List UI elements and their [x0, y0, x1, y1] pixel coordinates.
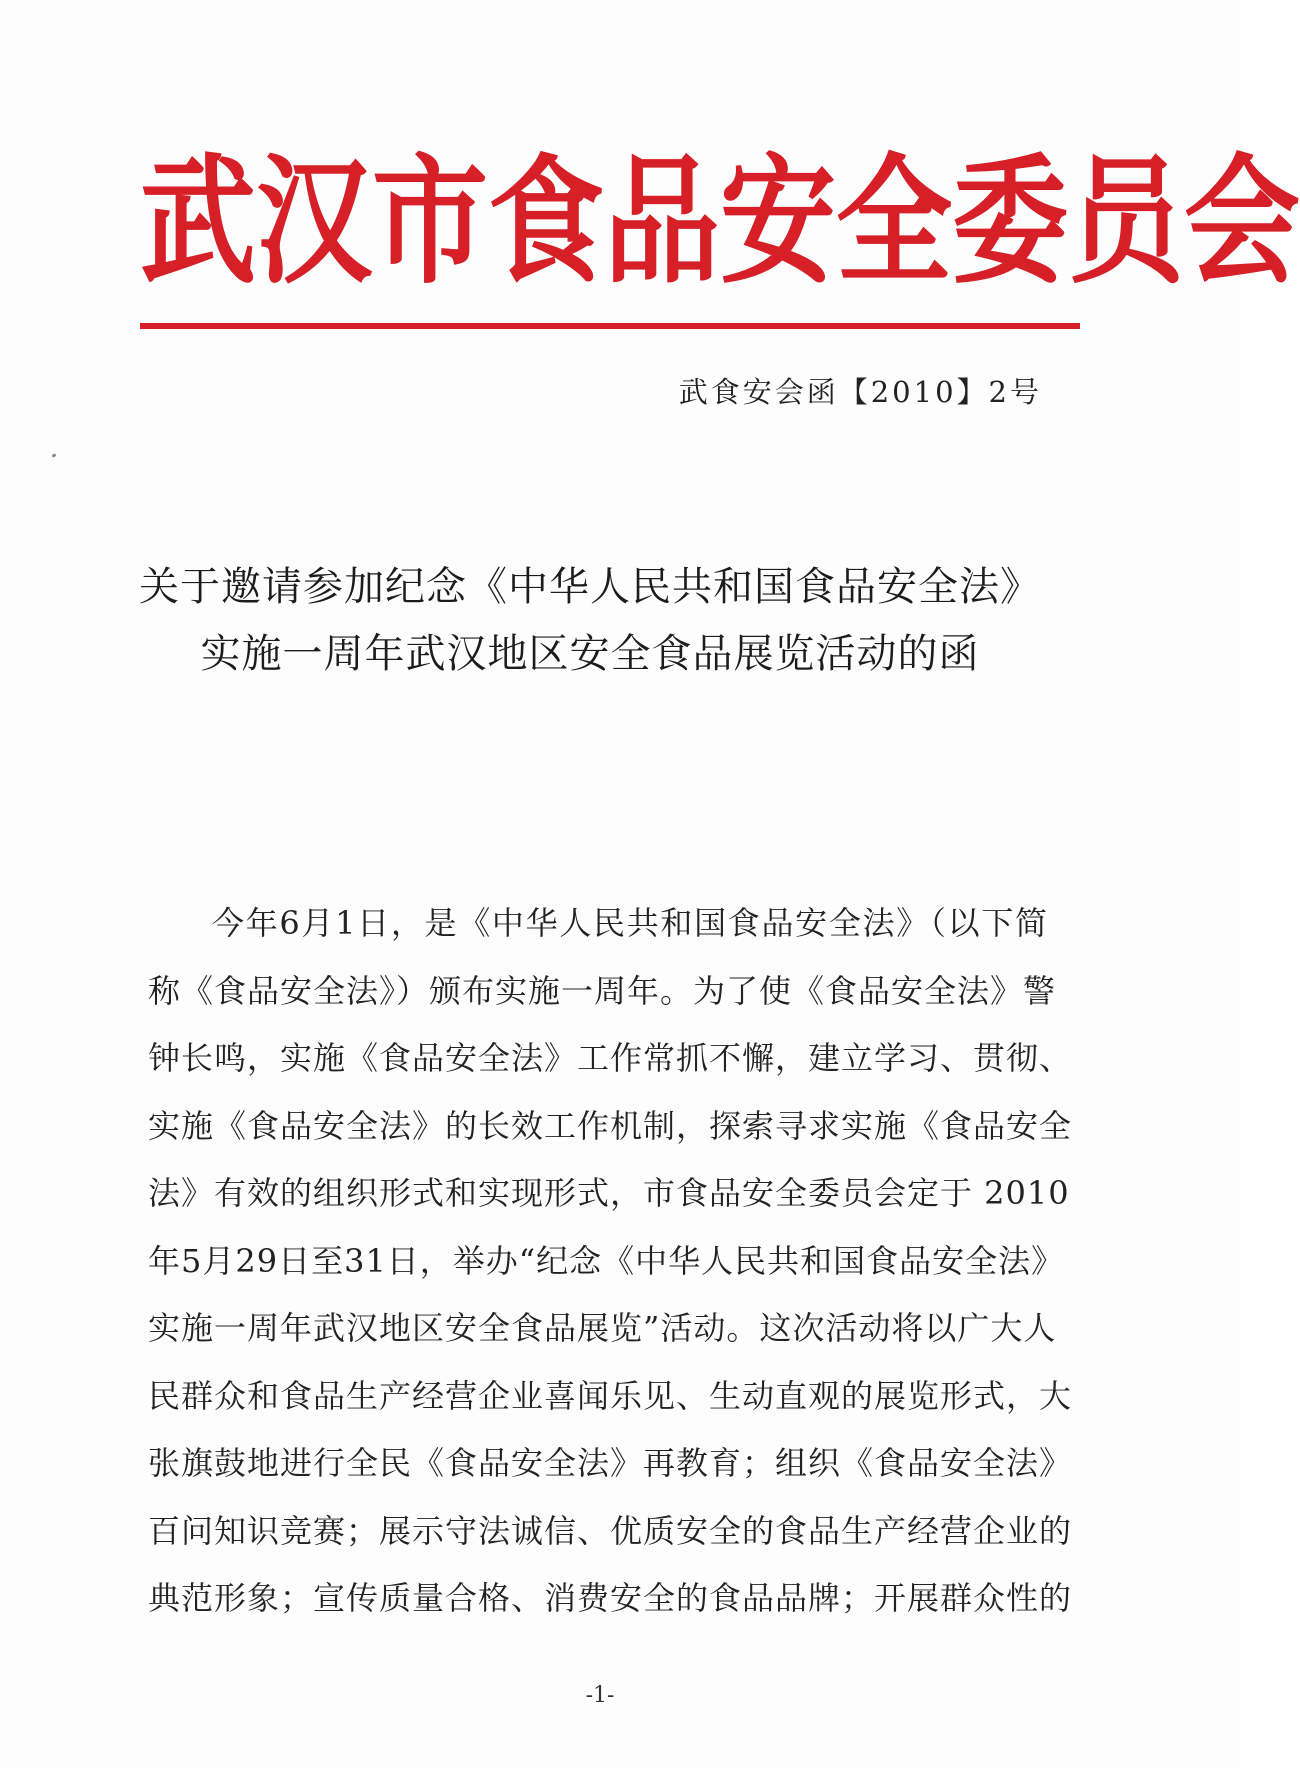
body-line: 今年6月1日，是《中华人民共和国食品安全法》（以下简: [212, 904, 1048, 942]
body-line: 典范形象；宣传质量合格、消费安全的食品品牌；开展群众性的: [148, 1579, 1073, 1617]
body-line: 民群众和食品生产经营企业喜闻乐见、生动直观的展览形式，大: [148, 1376, 1073, 1415]
document-title-line-2: 实施一周年武汉地区安全食品展览活动的函: [200, 631, 980, 677]
masthead-char: 市: [372, 140, 488, 303]
masthead-char: 委: [952, 140, 1068, 303]
page-number: -1-: [585, 1683, 615, 1708]
body-line: 实施一周年武汉地区安全食品展览”活动。这次活动将以广大人: [148, 1309, 1057, 1347]
masthead-organization-name: [140, 140, 1300, 303]
masthead-char: 会: [1184, 140, 1300, 303]
body-line: 年5月29日至31日，举办“纪念《中华人民共和国食品安全法》: [148, 1241, 1065, 1280]
body-line: 称《食品安全法》）颁布实施一周年。为了使《食品安全法》警: [148, 971, 1057, 1010]
masthead-char: 食: [488, 140, 604, 303]
body-line: 法》有效的组织形式和实现形式，市食品安全委员会定于 2010: [148, 1174, 1070, 1212]
masthead-char: 汉: [256, 140, 372, 303]
document-number: 武食安会函【2010】2号: [678, 375, 1042, 409]
body-line: 钟长鸣，实施《食品安全法》工作常抓不懈，建立学习、贯彻、: [148, 1039, 1073, 1077]
masthead-char: 品: [604, 140, 720, 303]
body-line: 实施《食品安全法》的长效工作机制，探索寻求实施《食品安全: [148, 1106, 1073, 1145]
masthead-char: 武: [140, 140, 256, 303]
body-paragraph: [148, 890, 1073, 1633]
masthead-red-rule: [140, 323, 1080, 329]
scan-speck: [52, 453, 57, 458]
masthead-char: 员: [1068, 140, 1184, 303]
body-line: 张旗鼓地进行全民《食品安全法》再教育；组织《食品安全法》: [148, 1444, 1073, 1482]
masthead-char: 全: [836, 140, 952, 303]
body-line: 百问知识竞赛；展示守法诚信、优质安全的食品生产经营企业的: [148, 1511, 1073, 1550]
document-title-line-1: 关于邀请参加纪念《中华人民共和国食品安全法》: [139, 564, 1041, 610]
masthead-char: 安: [720, 140, 836, 303]
